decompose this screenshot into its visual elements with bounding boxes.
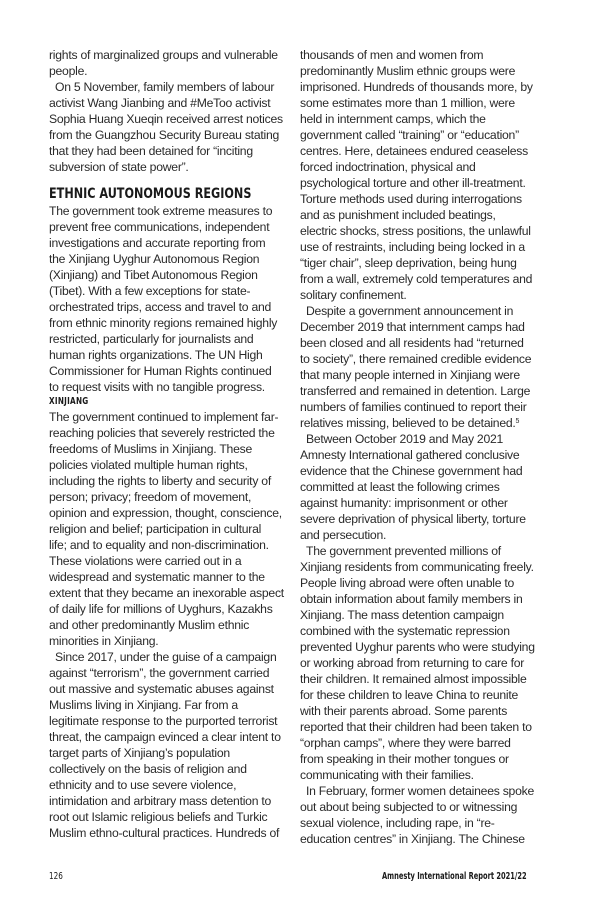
paragraph-xinjiang-policies — [49, 409, 299, 649]
text-line: Xinjiang. The mass detention campaign — [300, 608, 504, 622]
text-line: education centres” in Xinjiang. The Chinese — [300, 832, 525, 846]
text-line: their children. It remained almost impossible — [300, 672, 527, 686]
text-line: Xinjiang residents from communicating freely. — [300, 560, 534, 574]
text-line: Since 2017, under the guise of a campaign — [55, 650, 277, 664]
text-line: Between October 2019 and May 2021 — [306, 432, 504, 446]
text-line: including the rights to liberty and security of — [49, 474, 271, 488]
text-line: The government continued to implement far- — [49, 410, 279, 424]
paragraph-since-2017 — [49, 649, 299, 841]
text-line: out massive and systematic abuses against — [49, 682, 274, 696]
text-line: freedoms of Muslims in Xinjiang. These — [49, 442, 252, 456]
text-line: communicating with their families. — [300, 768, 474, 782]
paragraph-continuation — [300, 47, 550, 303]
text-line: orchestrated trips, access and travel to and — [49, 300, 272, 314]
text-line: obtain information about family members in — [300, 592, 523, 606]
text-line: Sophia Huang Xueqin received arrest notices — [49, 112, 283, 126]
text-line — [300, 415, 550, 431]
text-line: and as punishment included beatings, — [300, 208, 496, 222]
text-line: The government prevented millions of — [306, 544, 501, 558]
text-line: electric shocks, stress positions, the unlawful — [300, 224, 531, 238]
text-line: and other predominantly Muslim ethnic — [49, 618, 250, 632]
paragraph-february — [300, 783, 550, 847]
text-line: collectively on the basis of religion and — [49, 762, 247, 776]
text-line: activist Wang Jianbing and #MeToo activist — [49, 96, 271, 110]
text-line: numbers of families continued to report their — [300, 400, 527, 414]
paragraph-despite — [300, 303, 550, 431]
text-line: December 2019 that internment camps had — [300, 320, 525, 334]
text-line: life; and to equality and non-discrimination. — [49, 538, 269, 552]
text-line: investigations and accurate reporting from — [49, 236, 266, 250]
text-line: religion and belief; participation in cultural — [49, 522, 262, 536]
text-line: (Tibet). With a few exceptions for state- — [49, 284, 251, 298]
text-line: or working abroad from returning to care for — [300, 656, 525, 670]
text-line: and persecution. — [300, 528, 387, 542]
text-line: some estimates more than 1 million, were — [300, 96, 515, 110]
text-line: “orphan camps”, where they were barred — [300, 736, 511, 750]
text-line: with their parents abroad. Some parents — [300, 704, 508, 718]
paragraph-arrest-notices — [49, 79, 299, 175]
text-line: solitary confinement. — [300, 288, 407, 302]
text-line: “tiger chair”, sleep deprivation, being hung — [300, 256, 517, 270]
text-line: been closed and all residents had “returned — [300, 336, 524, 350]
text-line: of daily life for millions of Uyghurs, Kazakhs — [49, 602, 273, 616]
text-line: Commissioner for Human Rights continued — [49, 364, 272, 378]
text-line: extent that they became an inexorable aspect — [49, 586, 284, 600]
text-line: root out Islamic religious beliefs and Turkic — [49, 810, 268, 824]
text-line: opinion and expression, thought, conscience, — [49, 506, 282, 520]
text-line: ethnicity and to use severe violence, — [49, 778, 237, 792]
text-line: committed at least the following crimes — [300, 480, 500, 494]
text-line: centres. Here, detainees endured ceaseless — [300, 144, 528, 158]
text-line: Muslims living in Xinjiang. Far from a — [49, 698, 238, 712]
running-footer-title: Amnesty International Report 2021/22 — [382, 871, 527, 882]
text-line: widespread and systematic manner to the — [49, 570, 265, 584]
text-line: person; privacy; freedom of movement, — [49, 490, 252, 504]
text-line: These violations were carried out in a — [49, 554, 242, 568]
text-line: sexual violence, including rape, in “re- — [300, 816, 495, 830]
text-line: target parts of Xinjiang’s population — [49, 746, 230, 760]
text-line: People living abroad were often unable to — [300, 576, 515, 590]
text-line: thousands of men and women from — [300, 48, 484, 62]
text-line: In February, former women detainees spoke — [306, 784, 534, 798]
text-line: restricted, particularly for journalists and — [49, 332, 254, 346]
footnote-reference[interactable]: 5 — [515, 418, 520, 425]
text-line: reaching policies that severely restricted the — [49, 426, 275, 440]
right-column — [300, 47, 550, 847]
text-line: legitimate response to the purported terrorist — [49, 714, 278, 728]
text-line: Amnesty International gathered conclusive — [300, 448, 520, 462]
text-line: human rights organizations. The UN High — [49, 348, 263, 362]
text-line: minorities in Xinjiang. — [49, 634, 159, 648]
text-line: use of restraints, including being locked in a — [300, 240, 525, 254]
left-column — [49, 47, 299, 841]
text-line: psychological torture and other ill-treatment. — [300, 176, 526, 190]
text-line: threat, the campaign evinced a clear intent to — [49, 730, 281, 744]
text-line: Torture methods used during interrogations — [300, 192, 522, 206]
paragraph-between — [300, 431, 550, 543]
text-line: subversion of state power”. — [49, 160, 189, 174]
text-line: that many people interned in Xinjiang were — [300, 368, 520, 382]
text-line: for these children to leave China to reunite — [300, 688, 518, 702]
text-line: prevented Uyghur parents who were studying — [300, 640, 535, 654]
text-line: from ethnic minority regions remained highly — [49, 316, 278, 330]
text-line: against humanity: imprisonment or other — [300, 496, 508, 510]
text-line: Muslim ethno-cultural practices. Hundreds of — [49, 826, 280, 840]
text-line: imprisoned. Hundreds of thousands more, by — [300, 80, 533, 94]
text-line: transferred and remained in detention. Large — [300, 384, 531, 398]
section-heading: ETHNIC AUTONOMOUS REGIONS — [49, 186, 252, 202]
text-line: held in internment camps, which the — [300, 112, 486, 126]
text-line: rights of marginalized groups and vulnerable — [49, 48, 278, 62]
text-line: from speaking in their mother tongues or — [300, 752, 509, 766]
text-line: from the Guangzhou Security Bureau stating — [49, 128, 280, 142]
text-line: reported that their children had been taken to — [300, 720, 532, 734]
text-line: government called “training” or “education” — [300, 128, 519, 142]
subheading-xinjiang: XINJIANG — [49, 396, 89, 407]
text-line: intimidation and arbitrary mass detention to — [49, 794, 272, 808]
text-span: relatives missing, believed to be detained. — [300, 416, 516, 430]
text-line: combined with the systematic repression — [300, 624, 510, 638]
text-line: evidence that the Chinese government had — [300, 464, 523, 478]
intro-continuation — [49, 47, 299, 79]
text-line: prevent free communications, independent — [49, 220, 270, 234]
text-line: people. — [49, 64, 88, 78]
text-line: The government took extreme measures to — [49, 204, 273, 218]
text-line: forced indoctrination, physical and — [300, 160, 476, 174]
text-line: (Xinjiang) and Tibet Autonomous Region — [49, 268, 258, 282]
page-number: 126 — [49, 871, 63, 882]
text-line: to society”, there remained credible evidence — [300, 352, 532, 366]
text-line: from a wall, extremely cold temperatures and — [300, 272, 533, 286]
text-line: On 5 November, family members of labour — [55, 80, 275, 94]
text-line: against “terrorism”, the government carried — [49, 666, 270, 680]
paragraph-ethnic-regions — [49, 203, 299, 395]
text-line: policies violated multiple human rights, — [49, 458, 248, 472]
paragraph-prevented — [300, 543, 550, 783]
text-line: the Xinjiang Uyghur Autonomous Region — [49, 252, 260, 266]
text-line: severe deprivation of physical liberty, torture — [300, 512, 526, 526]
text-line: out about being subjected to or witnessing — [300, 800, 518, 814]
text-line: to request visits with no tangible progress. — [49, 380, 265, 394]
text-line: that they had been detained for “inciting — [49, 144, 253, 158]
text-line: Despite a government announcement in — [306, 304, 514, 318]
text-line: predominantly Muslim ethnic groups were — [300, 64, 516, 78]
